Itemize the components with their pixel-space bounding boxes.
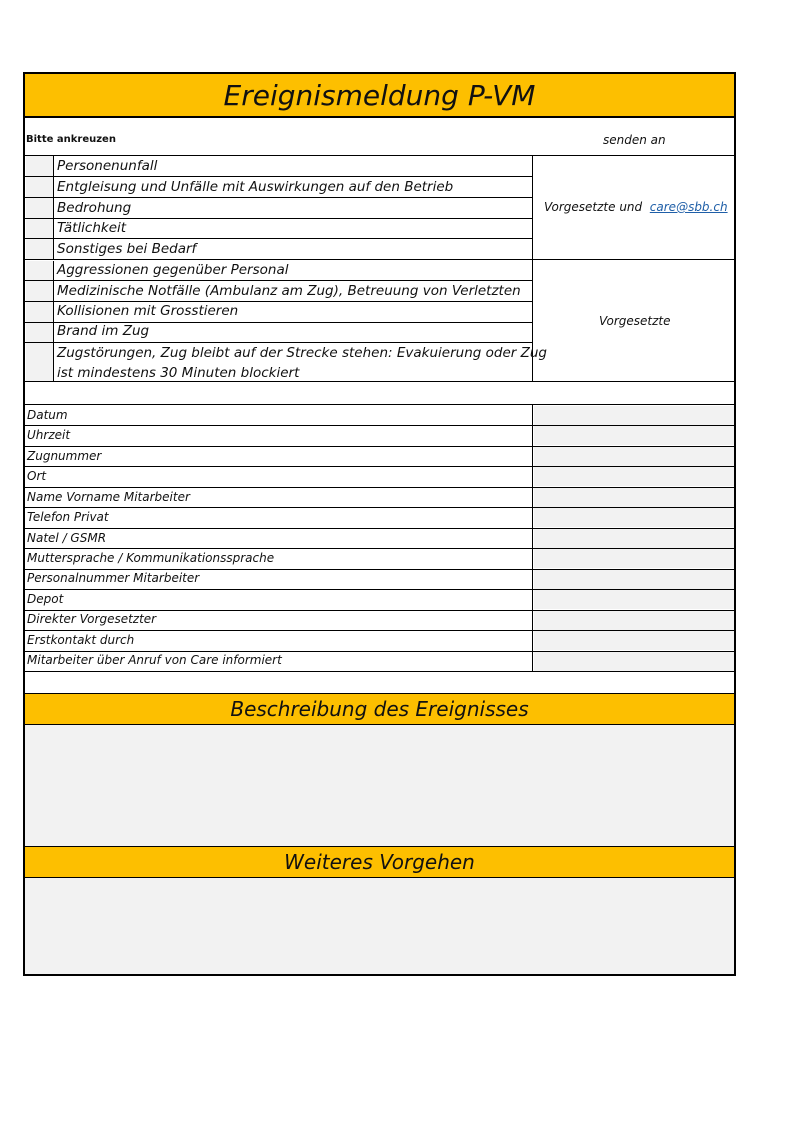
divider [25,176,532,177]
divider [25,466,734,467]
divider [25,259,734,260]
send-to-header: senden an [603,133,666,147]
divider [25,446,734,447]
option-label: Aggressionen gegenüber Personal [57,262,289,278]
option-label: Zugstörungen, Zug bleibt auf der Strecke stehen: Evakuierung oder Zug [57,345,547,361]
incident-report-form [23,72,736,976]
field-label: Depot [27,592,64,606]
vorgesetzter-field[interactable] [534,611,734,630]
divider [25,342,532,343]
divider [25,404,734,405]
option-label: Sonstiges bei Bedarf [57,241,197,257]
field-label: Telefon Privat [27,510,109,524]
option-label: Bedrohung [57,200,132,216]
depot-field[interactable] [534,590,734,609]
checkbox-aggressionen[interactable] [26,261,54,281]
divider [25,238,532,239]
field-label: Personalnummer Mitarbeiter [27,571,200,585]
recipient-prefix: Vorgesetzte und [544,200,643,214]
personalnummer-field[interactable] [534,570,734,589]
field-label: Mitarbeiter über Anruf von Care informiert [27,653,282,667]
checkbox-bedrohung[interactable] [26,198,54,218]
divider [25,280,532,281]
care-informiert-field[interactable] [534,652,734,671]
field-label: Zugnummer [27,449,102,463]
field-label: Direkter Vorgesetzter [27,612,157,626]
checkbox-sonstiges[interactable] [26,239,54,259]
field-label: Muttersprache / Kommunikationssprache [27,551,275,565]
checkbox-kollisionen[interactable] [26,302,54,322]
zugnummer-field[interactable] [534,447,734,466]
divider [25,569,734,570]
divider [25,322,532,323]
next-steps-textarea[interactable] [25,878,734,974]
erstkontakt-field[interactable] [534,631,734,650]
option-label: ist mindestens 30 Minuten blockiert [57,365,300,381]
divider [25,155,734,156]
field-label: Name Vorname Mitarbeiter [27,490,190,504]
divider [25,197,532,198]
field-label: Datum [27,408,68,422]
divider [25,651,734,652]
option-label: Personenunfall [57,158,158,174]
divider [532,405,533,671]
telefon-field[interactable] [534,508,734,527]
field-label: Uhrzeit [27,428,71,442]
divider [25,671,734,672]
divider [25,487,734,488]
checkbox-entgleisung[interactable] [26,177,54,197]
divider [25,630,734,631]
field-label: Erstkontakt durch [27,633,135,647]
name-field[interactable] [534,488,734,507]
divider [25,610,734,611]
divider [25,425,734,426]
divider [25,507,734,508]
field-label: Ort [27,469,47,483]
datum-field[interactable] [534,406,734,425]
divider [25,528,734,529]
description-textarea[interactable] [25,725,734,846]
uhrzeit-field[interactable] [534,426,734,445]
checkbox-zugstoerungen[interactable] [26,343,54,381]
sprache-field[interactable] [534,549,734,568]
option-label: Medizinische Notfälle (Ambulanz am Zug), Betreuung von Verletzten [57,283,521,299]
divider [25,301,532,302]
option-label: Tätlichkeit [57,220,127,236]
field-label: Natel / GSMR [27,531,107,545]
recipient-group2: Vorgesetzte [599,314,671,328]
divider [25,589,734,590]
option-label: Kollisionen mit Grosstieren [57,303,239,319]
form-title: Ereignismeldung P-VM [25,74,734,118]
check-column-header: Bitte ankreuzen [26,134,116,145]
divider [25,548,734,549]
ort-field[interactable] [534,467,734,486]
divider [25,381,734,382]
checkbox-taetlichkeit[interactable] [26,219,54,239]
checkbox-brand[interactable] [26,323,54,342]
section-next-steps-header: Weiteres Vorgehen [25,847,734,877]
care-email-link[interactable]: care@sbb.ch [649,200,728,214]
section-description-header: Beschreibung des Ereignisses [25,694,734,724]
checkbox-personenunfall[interactable] [26,156,54,176]
natel-field[interactable] [534,529,734,548]
option-label: Brand im Zug [57,323,150,339]
checkbox-medizinische-notfaelle[interactable] [26,281,54,301]
divider [25,218,532,219]
recipient-group1 [544,200,728,214]
option-label: Entgleisung und Unfälle mit Auswirkungen auf den Betrieb [57,179,454,195]
